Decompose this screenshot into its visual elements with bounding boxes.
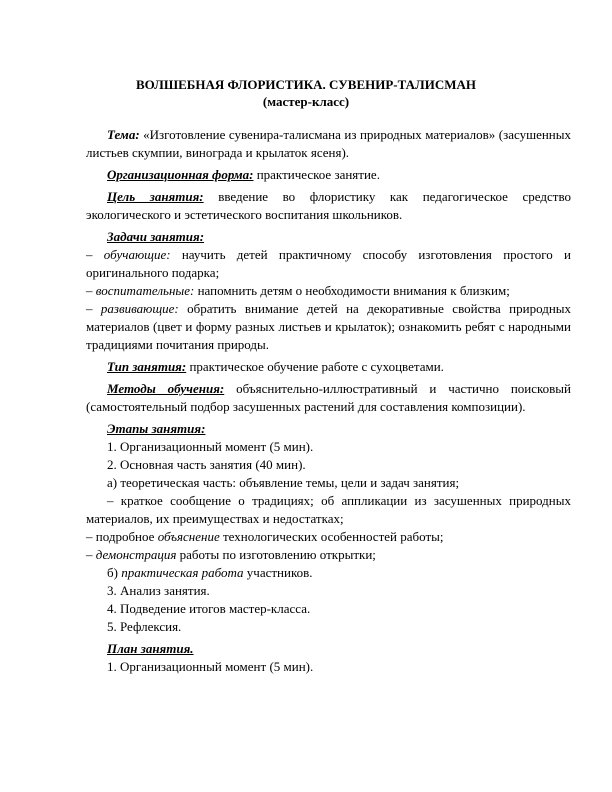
stage-item	[86, 546, 571, 564]
stage-text: б)	[107, 565, 122, 580]
task-text: напомнить детям о необходимости внимания к близким;	[194, 283, 510, 298]
form-text: практическое занятие.	[253, 167, 380, 182]
document-subtitle: (мастер-класс)	[262, 94, 350, 109]
type-text: практическое обучение работе с сухоцветами.	[186, 359, 444, 374]
tasks-heading-paragraph	[86, 228, 571, 246]
stage-item	[86, 564, 571, 582]
stage-item: 3. Анализ занятия.	[107, 583, 210, 598]
plan-heading-paragraph	[86, 640, 571, 658]
stage-text: –	[86, 547, 96, 562]
task-item	[86, 300, 571, 354]
stage-item	[86, 528, 571, 546]
methods-paragraph	[86, 380, 571, 416]
stage-text: участников.	[243, 565, 313, 580]
task-label: обучающие:	[103, 247, 171, 262]
stage-emphasis: демонстрация	[95, 547, 177, 562]
topic-text: «Изготовление сувенира-талисмана из природных материалов» (засушенных листьев скумпии, винограда и крылаток ясеня).	[86, 127, 571, 160]
form-paragraph	[86, 166, 571, 184]
stage-item: 4. Подведение итогов мастер-класса.	[107, 601, 311, 616]
task-dash: –	[86, 283, 96, 298]
stage-item: 1. Организационный момент (5 мин).	[107, 439, 314, 454]
task-item	[86, 246, 571, 282]
task-text: научить детей практичному способу изготовления простого и оригинального подарка;	[86, 247, 571, 280]
document-body	[86, 126, 571, 676]
goal-text: введение во флористику как педагогическое средство экологического и эстетического воспитания школьников.	[86, 189, 571, 222]
stage-item: – краткое сообщение о традициях; об аппликации из засушенных природных материалов, их преимуществах и недостатках;	[86, 493, 571, 526]
topic-label: Тема:	[107, 127, 140, 142]
type-label: Тип занятия:	[107, 359, 187, 374]
goal-paragraph	[86, 188, 571, 224]
methods-label: Методы обучения:	[107, 381, 225, 396]
stages-heading-paragraph	[86, 420, 571, 438]
stage-item: а) теоретическая часть: объявление темы, цели и задач занятия;	[107, 475, 460, 490]
task-dash: –	[86, 301, 101, 316]
stage-emphasis: практическая работа	[121, 565, 244, 580]
plan-heading: План занятия.	[107, 641, 194, 656]
stage-text: технологических особенностей работы;	[219, 529, 444, 544]
task-label: развивающие:	[100, 301, 179, 316]
task-item	[86, 282, 571, 300]
tasks-heading: Задачи занятия:	[107, 229, 205, 244]
type-paragraph	[86, 358, 571, 376]
task-text: обратить внимание детей на декоративные свойства природных материалов (цвет и форму разных листьев и крылаток); ознакомить ребят с народными традициями почитания природы.	[86, 301, 572, 352]
stage-item: 5. Рефлексия.	[107, 619, 182, 634]
task-label: воспитательные:	[95, 283, 195, 298]
document-title: ВОЛШЕБНАЯ ФЛОРИСТИКА. СУВЕНИР-ТАЛИСМАН	[136, 77, 476, 92]
form-label: Организационная форма:	[107, 167, 254, 182]
plan-item: 1. Организационный момент (5 мин).	[107, 659, 314, 674]
stage-item: 2. Основная часть занятия (40 мин).	[107, 457, 306, 472]
goal-label: Цель занятия:	[107, 189, 204, 204]
stage-emphasis: объяснение	[157, 529, 220, 544]
stage-text: – подробное	[86, 529, 158, 544]
stages-heading: Этапы занятия:	[107, 421, 206, 436]
task-dash: –	[86, 247, 104, 262]
stage-text: работы по изготовлению открытки;	[176, 547, 376, 562]
methods-text: объяснительно-иллюстративный и частично поисковый (самостоятельный подбор засушенных растений для составления композиции).	[86, 381, 571, 414]
topic-paragraph	[86, 126, 571, 162]
